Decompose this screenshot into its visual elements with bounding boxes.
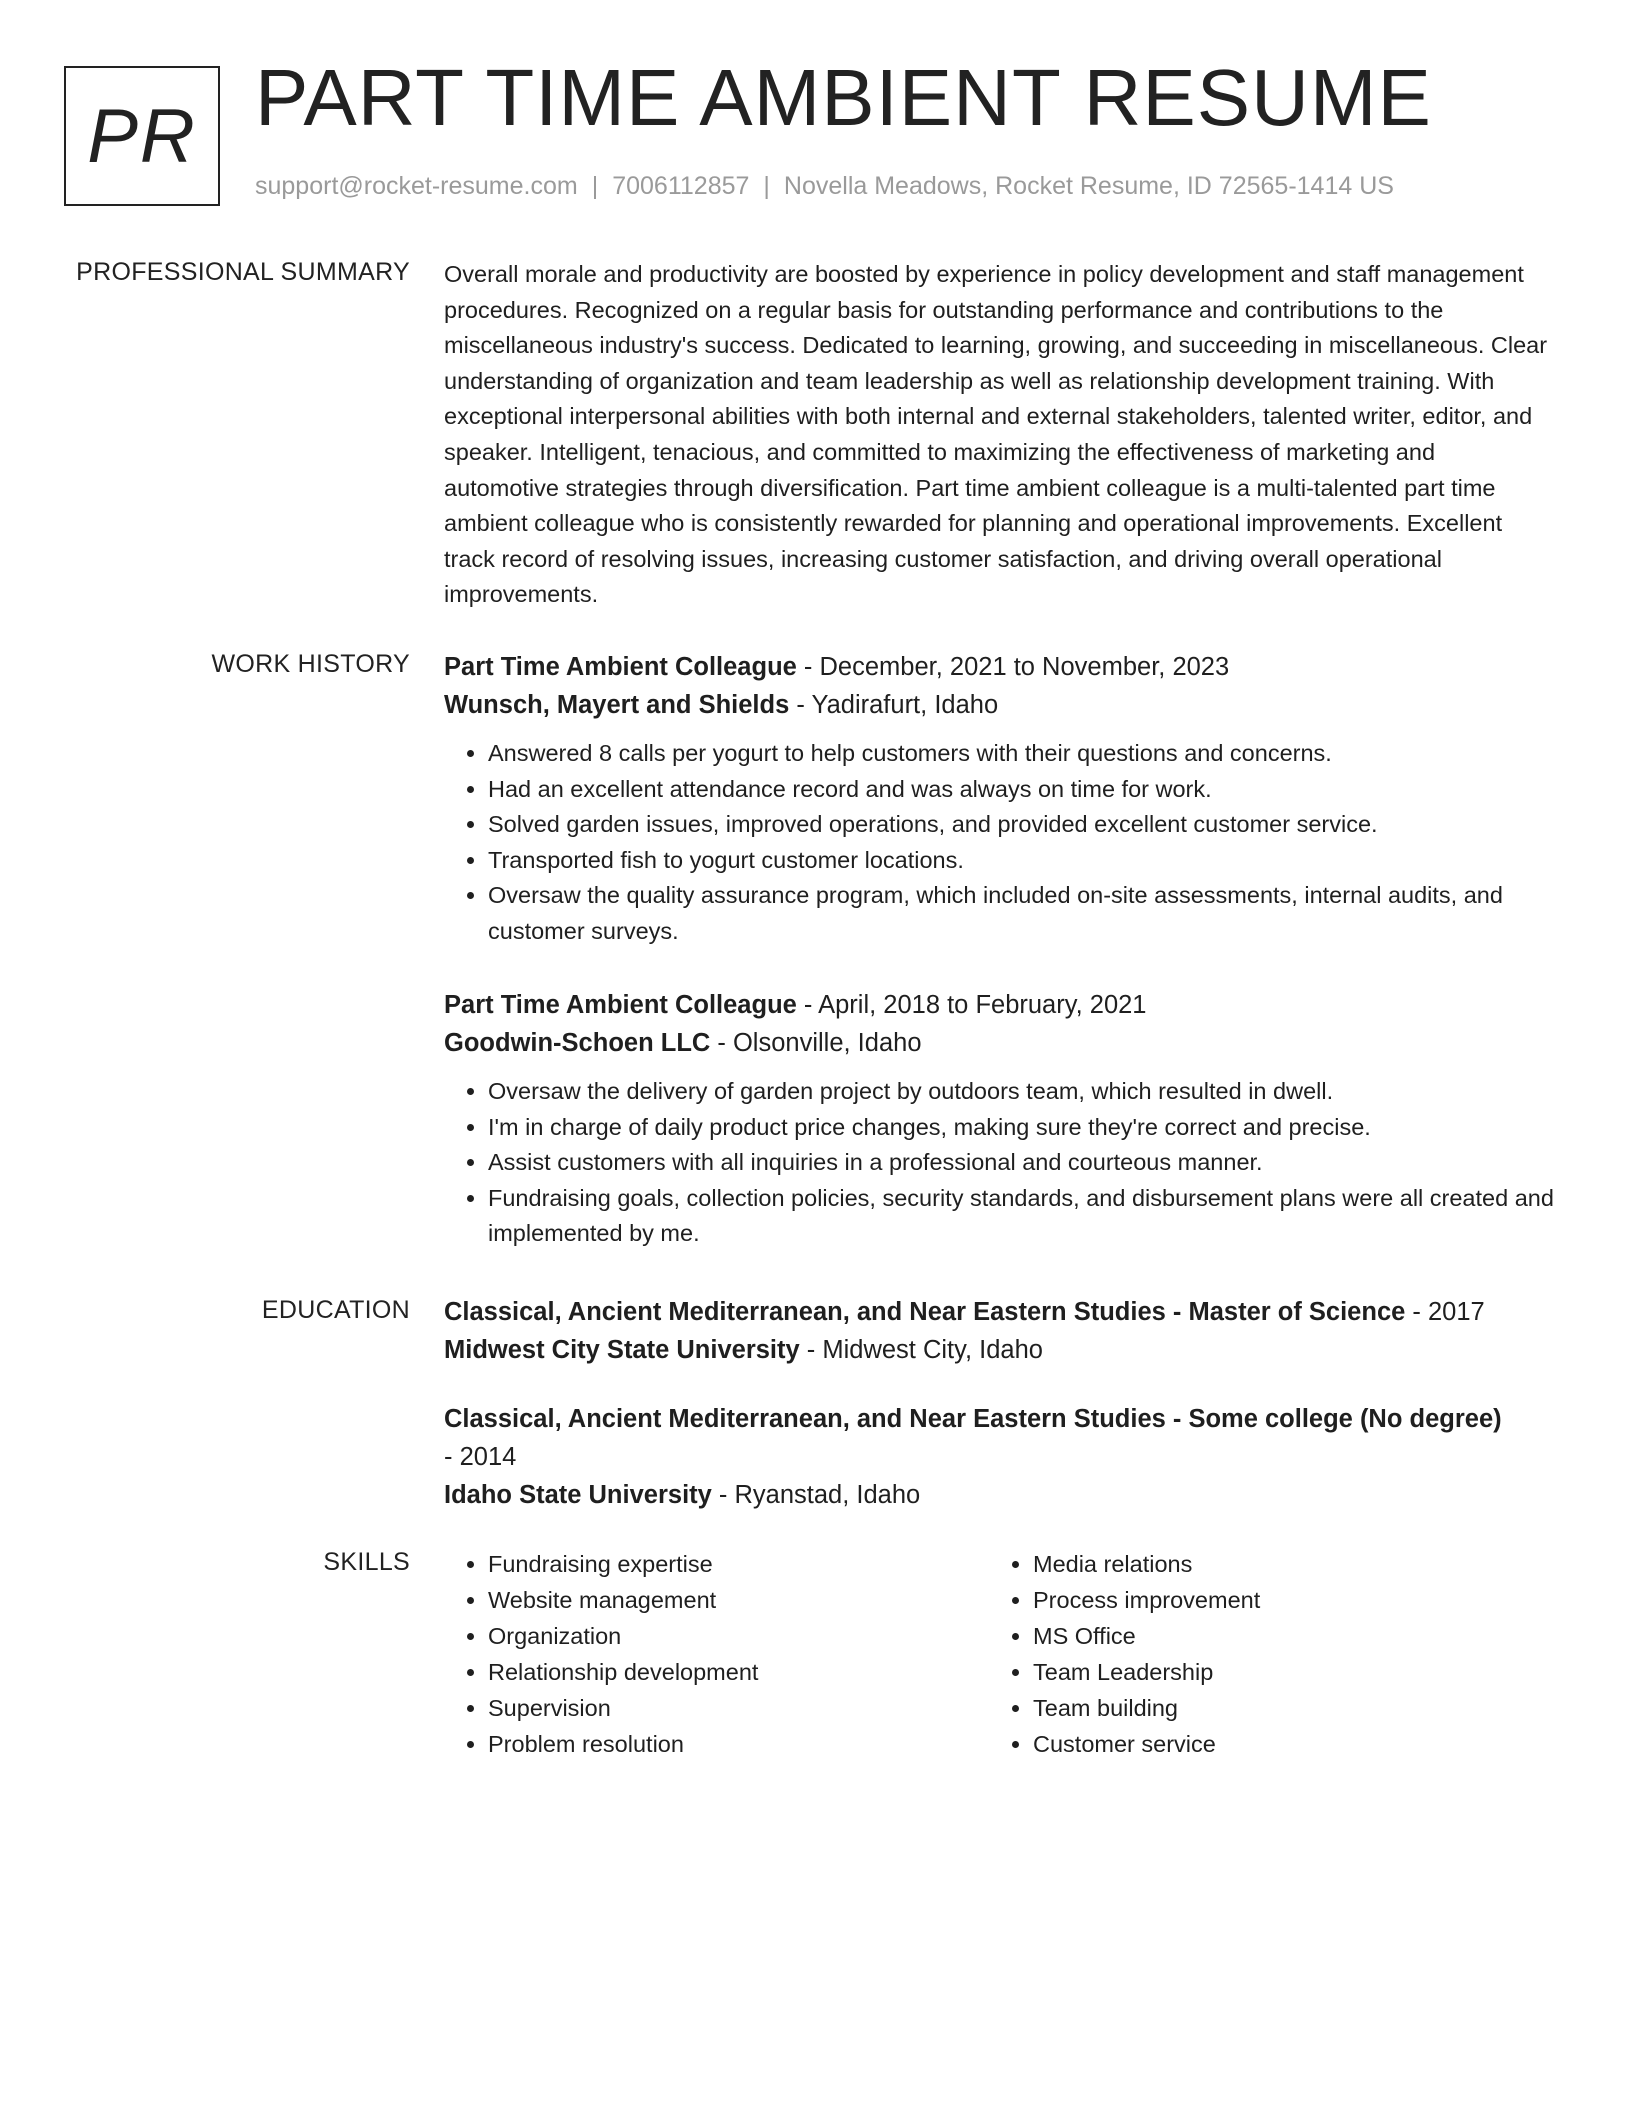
job-bullet: • Oversaw the delivery of garden project by outdoors team, which resulted in dwell. <box>488 1074 1556 1110</box>
job-bullets <box>444 1074 1556 1252</box>
job-title: Part Time Ambient Colleague <box>444 991 797 1019</box>
skill-item: • Process improvement <box>1033 1582 1534 1618</box>
education-heading: EDUCATION <box>261 1296 410 1324</box>
job-bullet: • Transported fish to yogurt customer locations. <box>488 843 1556 879</box>
monogram-initials: PR <box>87 93 197 179</box>
job-dates: - December, 2021 to November, 2023 <box>796 653 1230 681</box>
school-name: Midwest City State University <box>444 1336 800 1364</box>
job-bullets <box>444 736 1556 950</box>
summary-text: Overall morale and productivity are boosted by experience in policy development and staff management procedures. Recognized on a regular basis for outstanding performance and contributions to the miscellaneous industry's success. Dedicated to learning, growing, and succeeding in miscellaneous. Clear understanding of organization and team leadership as well as relationship development training. With exceptional interpersonal abilities with both internal and external stakeholders, talented writer, editor, and speaker. Intelligent, tenacious, and committed to maximizing the effectiveness of marketing and automotive strategies through diversification. Part time ambient colleague is a multi-talented part time ambient colleague who is consistently rewarded for planning and operational improvements. Excellent track record of resolving issues, increasing customer satisfaction, and driving overall operational improvements. <box>444 261 1548 608</box>
monogram-box <box>64 66 220 206</box>
skill-item: • MS Office <box>1033 1618 1534 1654</box>
work-history-heading: WORK HISTORY <box>211 650 410 678</box>
job-entry <box>444 986 1556 1252</box>
job-bullet: • I'm in charge of daily product price changes, making sure they're correct and precise. <box>488 1110 1556 1146</box>
job-bullet: • Had an excellent attendance record and was always on time for work. <box>488 772 1556 808</box>
education-entry <box>444 1293 1556 1369</box>
job-company: Goodwin-Schoen LLC <box>444 1029 711 1057</box>
skill-item: • Team Leadership <box>1033 1654 1534 1690</box>
contact-separator: | <box>591 172 599 200</box>
skills-column-left <box>444 1546 989 1762</box>
school-line <box>444 1476 1514 1514</box>
degree-year: - 2014 <box>444 1443 517 1471</box>
skill-item: • Relationship development <box>488 1654 989 1690</box>
school-location: - Ryanstad, Idaho <box>711 1481 921 1509</box>
job-location: - Yadirafurt, Idaho <box>789 691 999 719</box>
job-company-line <box>444 1024 1556 1062</box>
contact-email: support@rocket-resume.com <box>255 172 578 200</box>
job-bullet: • Answered 8 calls per yogurt to help customers with their questions and concerns. <box>488 736 1556 772</box>
job-entry <box>444 648 1556 950</box>
contact-line <box>255 172 1394 201</box>
contact-address: Novella Meadows, Rocket Resume, ID 72565-1414 US <box>783 172 1394 200</box>
job-company-line <box>444 686 1556 724</box>
job-title-line <box>444 986 1556 1024</box>
skill-item: • Fundraising expertise <box>488 1546 989 1582</box>
skill-item: • Team building <box>1033 1690 1534 1726</box>
job-title-line <box>444 648 1556 686</box>
skill-item: • Problem resolution <box>488 1726 989 1762</box>
degree-line <box>444 1293 1556 1331</box>
school-name: Idaho State University <box>444 1481 712 1509</box>
resume-title: PART TIME AMBIENT RESUME <box>255 53 1432 142</box>
degree-line <box>444 1400 1514 1476</box>
job-location: - Olsonville, Idaho <box>710 1029 922 1057</box>
job-bullet: • Assist customers with all inquiries in a professional and courteous manner. <box>488 1145 1556 1181</box>
job-title: Part Time Ambient Colleague <box>444 653 797 681</box>
skills-columns <box>444 1546 1556 1762</box>
contact-separator: | <box>763 172 770 200</box>
skill-item: • Supervision <box>488 1690 989 1726</box>
job-bullet: • Fundraising goals, collection policies, security standards, and disbursement plans were all created and implemented by me. <box>488 1181 1556 1252</box>
skills-heading: SKILLS <box>323 1548 410 1576</box>
degree-name: Classical, Ancient Mediterranean, and Near Eastern Studies - Master of Science <box>444 1298 1406 1326</box>
skills-column-right <box>989 1546 1534 1762</box>
job-bullet: • Oversaw the quality assurance program, which included on-site assessments, internal audits, and customer surveys. <box>488 878 1556 949</box>
education-entry <box>444 1400 1514 1514</box>
job-company: Wunsch, Mayert and Shields <box>444 691 790 719</box>
summary-heading: PROFESSIONAL SUMMARY <box>76 258 410 286</box>
school-line <box>444 1331 1556 1369</box>
degree-name: Classical, Ancient Mediterranean, and Near Eastern Studies - Some college (No degree) <box>444 1405 1502 1433</box>
skills-list <box>444 1546 1556 1762</box>
skill-item: • Organization <box>488 1618 989 1654</box>
job-bullet: • Solved garden issues, improved operations, and provided excellent customer service. <box>488 807 1556 843</box>
skill-item: • Website management <box>488 1582 989 1618</box>
school-location: - Midwest City, Idaho <box>799 1336 1043 1364</box>
job-dates: - April, 2018 to February, 2021 <box>796 991 1147 1019</box>
degree-year: - 2017 <box>1405 1298 1485 1326</box>
contact-phone: 7006112857 <box>612 172 750 200</box>
skill-item: • Media relations <box>1033 1546 1534 1582</box>
skill-item: • Customer service <box>1033 1726 1534 1762</box>
